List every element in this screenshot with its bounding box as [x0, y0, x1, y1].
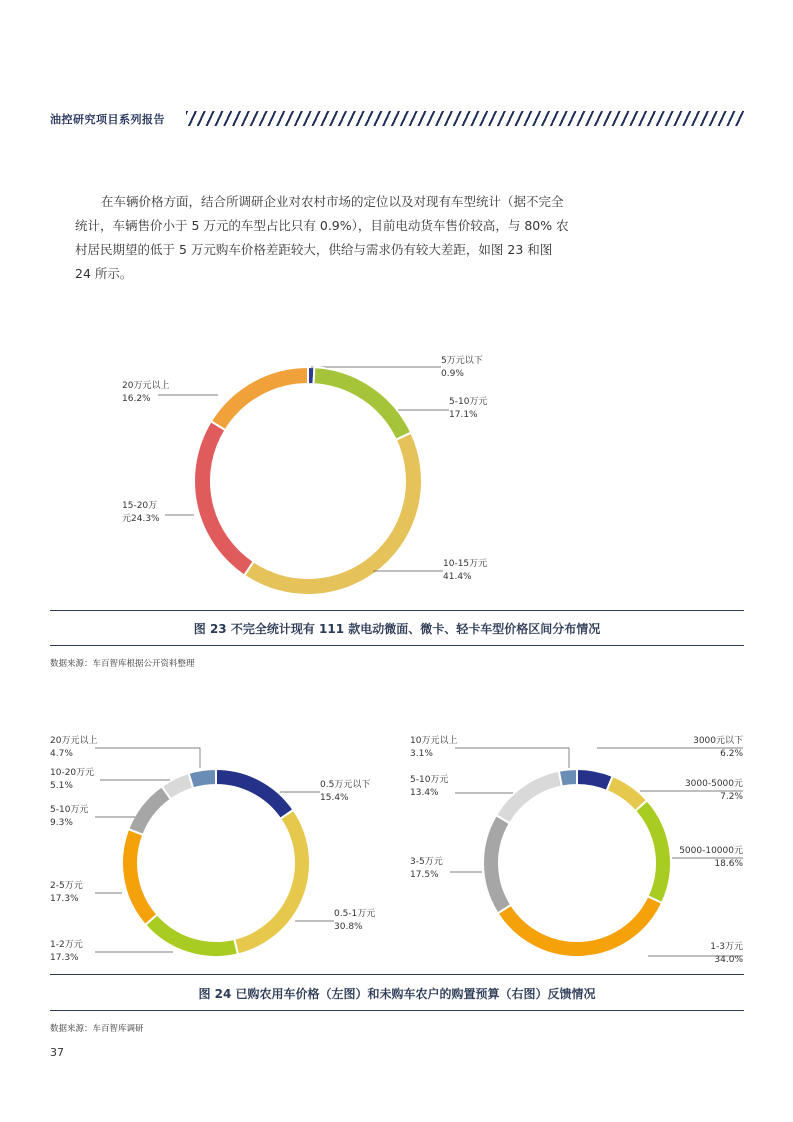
figure24-caption: 图 24 已购农用车价格（左图）和未购车农户的购置预算（右图）反馈情况 — [198, 987, 596, 1001]
donut-slice-3 — [244, 433, 422, 595]
slice-category-label: 1-3万元 — [710, 942, 743, 952]
slice-category-label: 3000-5000元 — [684, 779, 743, 789]
body-paragraph: 在车辆价格方面，结合所调研企业对农村市场的定位以及对现有车型统计（据不完全统计，车辆售价小于 5 万元的车型占比只有 0.9%），目前电动货车售价较高，与 80% 农村居民期望的低于 5 万元购车价格差距较大，供给与需求仍有较大差距，如图 23 和图 24 所示。 — [75, 194, 569, 281]
figure24-right-donut-chart — [410, 734, 743, 965]
slice-value-label: 0.9% — [441, 369, 464, 379]
slice-value-label: 17.3% — [50, 953, 79, 963]
figure23-caption: 图 23 不完全统计现有 111 款电动微面、微卡、轻卡车型价格区间分布情况 — [193, 622, 601, 636]
donut-slice-5 — [483, 815, 511, 913]
slice-value-label: 17.1% — [449, 410, 478, 420]
slice-value-label: 5.1% — [50, 781, 73, 791]
figure24-left-donut-chart — [50, 734, 375, 963]
slice-value-label: 18.6% — [714, 859, 743, 869]
figure23-top-rule — [50, 610, 744, 611]
report-series-title: 油控研究项目系列报告 — [50, 113, 165, 126]
leader-line-7 — [95, 748, 200, 768]
slice-category-label: 0.5-1万元 — [334, 909, 376, 919]
donut-slice-4 — [194, 421, 254, 575]
slice-category-label: 2-5万元 — [50, 881, 83, 891]
donut-slice-3 — [635, 800, 671, 903]
figure23-donut-chart — [122, 355, 487, 595]
slice-value-label: 16.2% — [122, 394, 151, 404]
slice-value-label: 34.0% — [714, 955, 743, 965]
slice-category-label: 5-10万元 — [50, 805, 89, 815]
donut-slice-5 — [211, 367, 308, 430]
donut-slice-5 — [128, 786, 171, 835]
slice-category-label: 5000-10000元 — [679, 846, 743, 856]
slice-value-label: 4.7% — [50, 749, 73, 759]
slice-category-label: 5-10万元 — [410, 775, 449, 785]
slice-category-label: 3000元以下 — [693, 736, 743, 746]
leader-line-7 — [455, 748, 569, 768]
slice-value-label: 30.8% — [334, 922, 363, 932]
slice-value-label: 3.1% — [410, 749, 433, 759]
donut-slice-3 — [145, 914, 238, 957]
figure24-top-rule — [50, 974, 744, 975]
slice-value-label: 9.3% — [50, 818, 73, 828]
slice-category-label: 15-20万 — [122, 501, 158, 511]
slice-value-label: 7.2% — [720, 792, 743, 802]
slice-category-label: 1-2万元 — [50, 940, 83, 950]
slice-category-label: 10万元以上 — [410, 736, 458, 746]
slice-value-label: 17.3% — [50, 894, 79, 904]
slice-value-label: 17.5% — [410, 870, 439, 880]
figure23-source: 数据来源：车百智库根据公开资料整理 — [50, 659, 195, 669]
donut-slice-4 — [498, 896, 662, 957]
slice-category-label: 10-15万元 — [443, 559, 488, 569]
slice-value-label: 15.4% — [320, 793, 349, 803]
donut-slice-7 — [189, 769, 216, 788]
figure24-source: 数据来源：车百智库调研 — [50, 1024, 144, 1034]
slice-value-label: 41.4% — [443, 572, 472, 582]
slice-category-label: 5万元以下 — [441, 356, 483, 366]
slice-value-label: 6.2% — [720, 749, 743, 759]
slice-category-label: 5-10万元 — [449, 397, 488, 407]
donut-slice-7 — [559, 769, 577, 786]
slice-category-label: 20万元以上 — [50, 736, 98, 746]
donut-slice-1 — [216, 769, 293, 819]
slice-category-label: 0.5万元以下 — [320, 780, 371, 790]
donut-slice-4 — [122, 829, 157, 925]
slice-category-label: 3-5万元 — [410, 857, 443, 867]
figure24-bottom-rule — [50, 1010, 744, 1011]
donut-slice-2 — [313, 367, 411, 440]
slice-value-label: 13.4% — [410, 788, 439, 798]
slice-value-label: 元24.3% — [122, 514, 160, 524]
donut-slice-6 — [496, 771, 562, 824]
page-number: 37 — [50, 1046, 64, 1059]
donut-slice-2 — [234, 810, 310, 955]
slice-category-label: 20万元以上 — [122, 381, 170, 391]
slice-category-label: 10-20万元 — [50, 768, 95, 778]
figure23-bottom-rule — [50, 645, 744, 646]
